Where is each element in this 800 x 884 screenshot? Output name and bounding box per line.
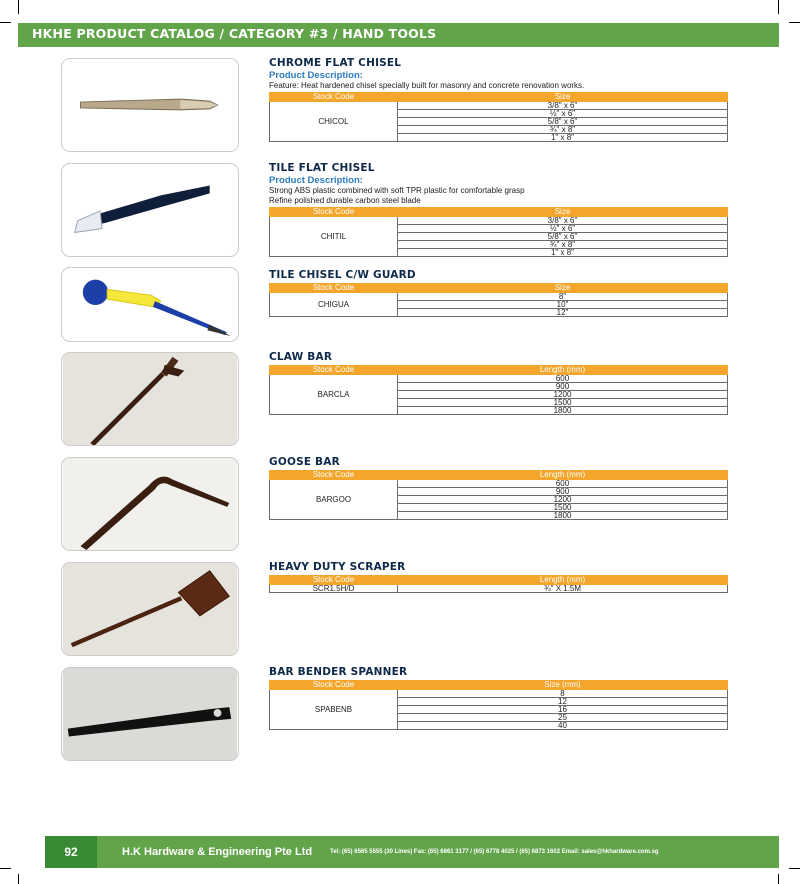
value-cell: 1" x 8": [398, 134, 728, 142]
stock-code-cell: BARCLA: [270, 375, 398, 415]
crop-mark: [778, 0, 779, 14]
value-cell: 40: [398, 722, 728, 730]
col-header-length: Length (mm): [398, 366, 728, 375]
value-cell: 3/8" x 6": [398, 102, 728, 110]
stock-code-cell: BARGOO: [270, 480, 398, 520]
crop-mark: [0, 22, 11, 23]
col-header-length: Length (mm): [398, 471, 728, 480]
col-header-stock-code: Stock Code: [270, 208, 398, 217]
spec-table: [269, 470, 728, 520]
value-cell: 5/8" x 6": [398, 118, 728, 126]
value-cell: 1200: [398, 391, 728, 399]
col-header-stock-code: Stock Code: [270, 471, 398, 480]
stock-code-cell: CHIGUA: [270, 293, 398, 317]
value-cell: 5/8" x 6": [398, 233, 728, 241]
stock-code-cell: SPABENB: [270, 690, 398, 730]
page-number: 92: [45, 836, 97, 868]
value-cell: 12": [398, 309, 728, 317]
product-heavy-duty-scraper: [269, 560, 728, 593]
value-cell: 1800: [398, 407, 728, 415]
col-header-stock-code: Stock Code: [270, 93, 398, 102]
product-title: TILE CHISEL C/W GUARD: [269, 269, 416, 281]
product-tile-chisel-guard: [269, 268, 728, 317]
value-cell: 8: [398, 690, 728, 698]
value-cell: 900: [398, 488, 728, 496]
product-title: GOOSE BAR: [269, 456, 340, 468]
product-subtitle: Product Description:: [269, 70, 363, 81]
crop-mark: [778, 874, 779, 884]
product-description: Refine polished durable carbon steel blade: [269, 196, 421, 205]
product-goose-bar: [269, 455, 728, 520]
catalog-footer: [45, 836, 779, 868]
value-cell: 10": [398, 301, 728, 309]
photo-tile-chisel-guard: [61, 267, 239, 342]
photo-chrome-flat-chisel: [61, 58, 239, 152]
stock-code-cell: SCR1.5H/D: [270, 585, 398, 593]
value-cell: 1" x 8": [398, 249, 728, 257]
crop-mark: [789, 22, 800, 23]
header-title: HKHE PRODUCT CATALOG / CATEGORY #3 / HAND TOOLS: [32, 26, 437, 41]
photo-heavy-duty-scraper: [61, 562, 239, 656]
product-title: HEAVY DUTY SCRAPER: [269, 561, 406, 573]
catalog-header: [18, 23, 779, 47]
col-header-size: Size: [398, 93, 728, 102]
value-cell: 16: [398, 706, 728, 714]
stock-code-cell: CHITIL: [270, 217, 398, 257]
value-cell: ½" x 6": [398, 225, 728, 233]
value-cell: 8": [398, 293, 728, 301]
contact-info: Tel: (65) 6565 5555 (30 Lines) Fax: (65) 6861 3177 / (65) 6778 4025 / (65) 6873 1602 Email: sales@hkhardware.com.sg: [330, 849, 659, 855]
value-cell: 1500: [398, 399, 728, 407]
spec-table: [269, 680, 728, 730]
col-header-size: Size: [398, 208, 728, 217]
col-header-stock-code: Stock Code: [270, 284, 398, 293]
value-cell: 1800: [398, 512, 728, 520]
value-cell: 1200: [398, 496, 728, 504]
product-subtitle: Product Description:: [269, 175, 363, 186]
value-cell: 1500: [398, 504, 728, 512]
col-header-size: Size (mm): [398, 681, 728, 690]
value-cell: 900: [398, 383, 728, 391]
value-cell: ½" x 6": [398, 110, 728, 118]
product-chrome-flat-chisel: [269, 56, 728, 142]
spec-table: [269, 207, 728, 257]
value-cell: 600: [398, 480, 728, 488]
crop-mark: [18, 874, 19, 884]
product-title: TILE FLAT CHISEL: [269, 162, 375, 174]
product-description: Feature: Heat hardened chisel specially built for masonry and concrete renovation works.: [269, 81, 585, 90]
stock-code-cell: CHICOL: [270, 102, 398, 142]
value-cell: ¾" X 1.5M: [398, 585, 728, 593]
col-header-size: Size: [398, 284, 728, 293]
value-cell: 12: [398, 698, 728, 706]
col-header-stock-code: Stock Code: [270, 366, 398, 375]
product-bar-bender-spanner: [269, 665, 728, 730]
photo-goose-bar: [61, 457, 239, 551]
photo-bar-bender-spanner: [61, 667, 239, 761]
col-header-stock-code: Stock Code: [270, 681, 398, 690]
col-header-stock-code: Stock Code: [270, 576, 398, 585]
product-tile-flat-chisel: [269, 161, 728, 257]
company-name: H.K Hardware & Engineering Pte Ltd: [122, 846, 313, 858]
crop-mark: [789, 868, 800, 869]
product-title: BAR BENDER SPANNER: [269, 666, 408, 678]
photo-claw-bar: [61, 352, 239, 446]
value-cell: 3/8" x 6": [398, 217, 728, 225]
col-header-length: Length (mm): [398, 576, 728, 585]
value-cell: ¾" x 8": [398, 126, 728, 134]
crop-mark: [0, 868, 11, 869]
crop-mark: [18, 0, 19, 14]
spec-table: [269, 575, 728, 593]
spec-table: [269, 283, 728, 317]
photo-tile-flat-chisel: [61, 163, 239, 257]
spec-table: [269, 92, 728, 142]
product-title: CHROME FLAT CHISEL: [269, 57, 402, 69]
product-description: Strong ABS plastic combined with soft TPR plastic for comfortable grasp: [269, 186, 525, 195]
spec-table: [269, 365, 728, 415]
value-cell: 25: [398, 714, 728, 722]
product-title: CLAW BAR: [269, 351, 333, 363]
value-cell: ¾" x 8": [398, 241, 728, 249]
value-cell: 600: [398, 375, 728, 383]
product-claw-bar: [269, 350, 728, 415]
